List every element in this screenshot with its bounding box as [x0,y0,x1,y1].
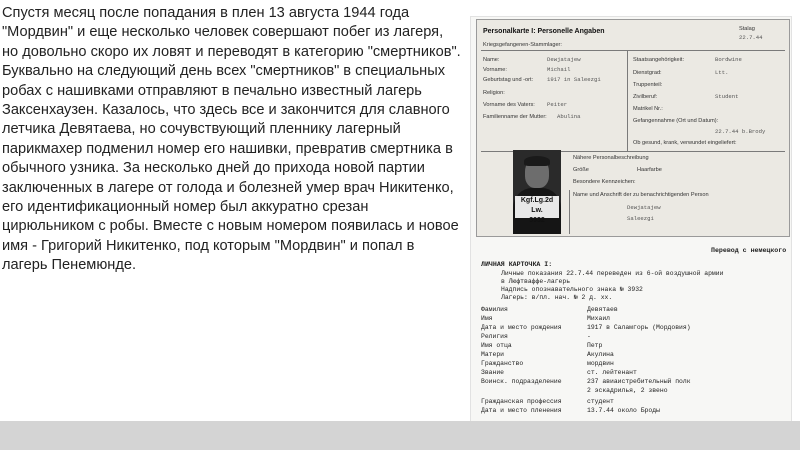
prisoner-photo [513,150,561,234]
translation-label: Дата и место пленения [481,407,562,414]
russian-translation [471,245,791,420]
translation-header: Перевод с немецкого [711,247,787,254]
translation-label: Религия [481,333,508,340]
translation-value: 237 авиаистребительный полк [587,378,691,385]
card-title: Personalkarte I: Personelle Angaben [483,28,605,35]
translation-label: Фамилия [481,306,508,313]
translation-intro-line: в Люфтваффе-лагерь [501,278,571,285]
translation-label: Воинск. подразделение [481,378,562,385]
card-typed-value: 22.7.44 b.Brody [715,128,766,135]
translation-value: ст. лейтенант [587,369,637,376]
card-label: Haarfarbe [637,167,662,173]
translation-intro-line: Лагерь: в/пл. нач. № 2 д. хх. [501,294,613,301]
slide-bottom-band [0,421,800,450]
card-label: Größe [573,167,589,173]
card-typed-value: Student [715,93,739,100]
card-typed-value: 1917 in Saleezgi [547,76,601,83]
personal-card-scan [476,19,790,237]
card-label: Geburtstag und -ort: [483,77,534,83]
card-label: Vorname des Vaters: [483,102,535,108]
translation-label: Дата и место рождения [481,324,562,331]
archival-document [470,16,792,423]
translation-intro-line: Надпись опознавательного знака № 3932 [501,286,643,293]
translation-value: Михаил [587,315,611,322]
card-typed-value: Michail [547,66,571,73]
translation-label: Имя [481,315,493,322]
translation-value: Петр [587,342,603,349]
translation-label: Матери [481,351,505,358]
translation-intro-line: Личные показания 22.7.44 переведен из 6-ой воздушной армии [501,270,724,277]
card-label: Religion: [483,90,505,96]
translation-value: 2 эскадрилья, 2 звено [587,387,668,394]
card-typed-value: Bordwine [715,56,742,63]
translation-value: мордвин [587,360,614,367]
card-label: Truppenteil: [633,82,663,88]
card-label: Matrikel Nr.: [633,106,663,112]
card-label: Gefangennahme (Ort und Datum): [633,118,719,124]
card-label: Vorname: [483,67,507,73]
translation-value: 1917 в Саламгорь (Мордовия) [587,324,691,331]
card-stamp: 22.7.44 [739,34,763,41]
translation-label: Гражданство [481,360,524,367]
card-label: Ob gesund, krank, verwundet eingeliefert: [633,140,737,146]
translation-value: студент [587,398,614,405]
card-typed-value: Abulina [557,113,581,120]
card-typed-value: Ltt. [715,69,729,76]
card-label: Name und Anschrift der zu benachrichtigenden Person [573,192,709,198]
card-label: Familienname der Mutter: [483,114,547,120]
card-label: Besondere Kennzeichen: [573,179,636,185]
card-label: Staatsangehörigkeit: [633,57,684,63]
translation-label: Гражданская профессия [481,398,562,405]
translation-card-title: ЛИЧНАЯ КАРТОЧКА I: [481,261,553,268]
translation-label: Имя отца [481,342,512,349]
card-typed-value: Saleezgi [627,215,654,222]
photo-number-plate: Kgf.Lg.2d Lw. 3932 [515,196,559,218]
slide-body-text: Спустя месяц после попадания в плен 13 августа 1944 года "Мордвин" и еще несколько человек совершают побег из лагеря, но довольно скоро их ловят и переводят в категорию "смертников". Буквально на следующий день всех "смертников" в специальных робах с нашивками отправляют в печально известный лагерь Заксенхаузен. Казалось, что здесь все и закончится для славного летчика Девятаева, но сочувствующий пленнику лагерный парикмахер подменил номер его нашивки, превратив смертника в обычного узника. За несколько дней до прихода новой партии заключенных в лагере от голода и болезней умер врач Никитенко, его идентификационный номер был аккуратно срезан цирюльником с робы. Вместе с новым номером появилась и новое имя - Григорий Никитенко, под которым "Мордвин" и попал в лагерь Пенемюнде. [2,5,465,274]
card-typed-value: Peiter [547,101,568,108]
card-subtitle: Kriegsgefangenen-Stammlager: [483,42,562,48]
card-label: Name: [483,57,500,63]
card-stamp: Stalag [739,26,755,32]
translation-value: Акулина [587,351,614,358]
translation-value: Девятаев [587,306,618,313]
card-typed-value: Dewjatajew [627,204,661,211]
card-label: Zivilberuf: [633,94,658,100]
card-label: Dienstgrad: [633,70,662,76]
card-typed-value: Dewjatajew [547,56,581,63]
translation-value: - [587,333,591,340]
card-label: Nähere Personalbeschreibung [573,155,649,161]
translation-value: 13.7.44 около Броды [587,407,660,414]
translation-label: Звание [481,369,505,376]
